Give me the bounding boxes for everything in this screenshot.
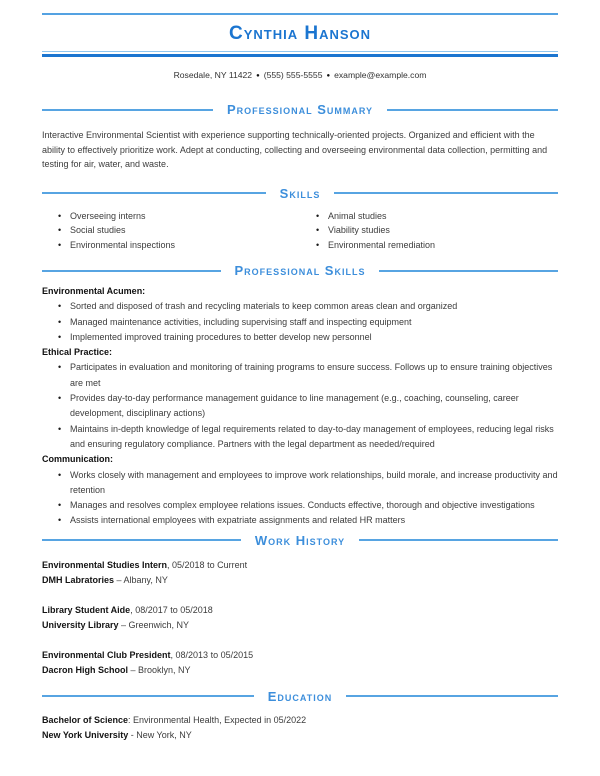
skill-group-bullet: • Provides day-to-day performance management guidance to line management (e.g., coaching, counseling, career development, disciplinary actions): [58, 391, 558, 422]
job-company-line: [42, 618, 558, 634]
section-rule-left: [42, 270, 221, 272]
contact-location: Rosedale, NY 11422: [173, 70, 253, 80]
skill-group-label: Environmental Acumen:: [42, 286, 146, 296]
section-heading-summary: [42, 102, 558, 117]
section-title: Work History: [254, 532, 346, 548]
contact-email: example@example.com: [334, 70, 427, 80]
education-degree: Bachelor of Science: [42, 714, 129, 725]
section-rule-right: [379, 270, 558, 272]
skill-item: • Social studies: [58, 223, 300, 238]
job-location: – Greenwich, NY: [118, 620, 190, 631]
skill-group-bullet: • Implemented improved training procedures to better develop new personnel: [58, 330, 558, 345]
skill-group-bullet: • Works closely with management and employees to improve work relationships, build morale, and increase productivity and retention: [58, 468, 558, 499]
section-heading-work-history: [42, 533, 558, 548]
skill-item: • Animal studies: [316, 209, 558, 224]
job-title: Environmental Studies Intern: [42, 559, 168, 570]
section-rule-right: [346, 695, 558, 697]
skill-group-bullet: • Manages and resolves complex employee relations issues. Conducts effective, thorough and objective investigations: [58, 498, 558, 513]
skill-item: • Environmental remediation: [316, 238, 558, 253]
skill-group-label: Communication:: [42, 454, 113, 465]
job-location: – Brooklyn, NY: [128, 665, 191, 676]
bullet-separator-icon: ●: [256, 72, 260, 79]
job-location: – Albany, NY: [114, 575, 168, 586]
job-company-line: [42, 573, 558, 589]
contact-phone: (555) 555-5555: [263, 70, 323, 80]
job-title-line: [42, 558, 558, 574]
skill-item: • Overseeing interns: [58, 209, 300, 224]
job-company-line: [42, 663, 558, 679]
skills-column-right: [300, 209, 558, 253]
job-title: Library Student Aide: [42, 604, 131, 615]
bullet-separator-icon: ●: [326, 72, 331, 79]
skill-group-label: Ethical Practice:: [42, 347, 113, 358]
job-entry: [42, 603, 558, 634]
section-title: Professional Summary: [226, 102, 374, 117]
section-title: Education: [267, 688, 333, 704]
job-entry: [42, 648, 558, 679]
header-top-rule: [42, 13, 558, 15]
candidate-name: Cynthia Hanson: [228, 23, 372, 44]
section-heading-education: [42, 689, 558, 704]
skill-group-bullet: • Maintains in-depth knowledge of legal requirements related to day-to-day management of employees, reducing legal risks and ensuring regulatory compliance. Partners with the legal department as needed/required: [58, 422, 558, 453]
section-rule-left: [42, 539, 241, 541]
job-title: Environmental Club President: [42, 649, 171, 660]
education-entry: [42, 713, 558, 744]
section-rule-left: [42, 109, 213, 111]
summary-paragraph: Interactive Environmental Scientist with experience supporting technically-oriented projects. Organized and efficient with the ability to effectively prioritize work. Adept at conducting, collecting and overseeing environmental data collection, permitting and testing for air, water, and waste.: [42, 130, 548, 169]
professional-skills-body: [42, 284, 558, 529]
job-company: DMH Labratories: [42, 575, 115, 586]
job-dates: , 05/2018 to Current: [167, 559, 248, 570]
section-rule-right: [359, 539, 558, 541]
education-degree-line: [42, 713, 558, 729]
section-rule-left: [42, 695, 254, 697]
education-school-location: - New York, NY: [128, 730, 192, 741]
skill-item: • Environmental inspections: [58, 238, 300, 253]
section-title: Professional Skills: [234, 263, 366, 278]
skill-group-bullet: • Managed maintenance activities, including supervising staff and inspecting equipment: [58, 315, 558, 330]
job-title-line: [42, 603, 558, 619]
section-rule-right: [334, 192, 558, 194]
contact-line: [42, 70, 558, 80]
section-heading-skills: [42, 186, 558, 201]
skill-group-bullet: • Assists international employees with expatriate assignments and related HR matters: [58, 513, 558, 528]
skill-item: • Viability studies: [316, 223, 558, 238]
job-company: Dacron High School: [42, 665, 129, 676]
job-company: University Library: [42, 620, 119, 631]
job-dates: , 08/2013 to 05/2015: [170, 649, 254, 660]
job-dates: , 08/2017 to 05/2018: [130, 604, 213, 615]
skill-group-bullet: • Sorted and disposed of trash and recycling materials to keep common areas clean and organized: [58, 299, 558, 314]
skills-columns: [42, 209, 558, 253]
section-title: Skills: [279, 185, 321, 201]
education-degree-detail: : Environmental Health, Expected in 05/2022: [128, 714, 307, 725]
education-school-line: [42, 728, 558, 744]
section-heading-professional-skills: [42, 263, 558, 278]
job-title-line: [42, 648, 558, 664]
skill-group-bullet: • Participates in evaluation and monitoring of training programs to ensure success. Follows up to ensure training objectives are met: [58, 360, 558, 391]
section-rule-left: [42, 192, 266, 194]
job-entry: [42, 558, 558, 589]
section-rule-right: [387, 109, 558, 111]
header-double-rule: [42, 51, 558, 57]
education-school: New York University: [42, 730, 129, 741]
skills-column-left: [42, 209, 300, 253]
